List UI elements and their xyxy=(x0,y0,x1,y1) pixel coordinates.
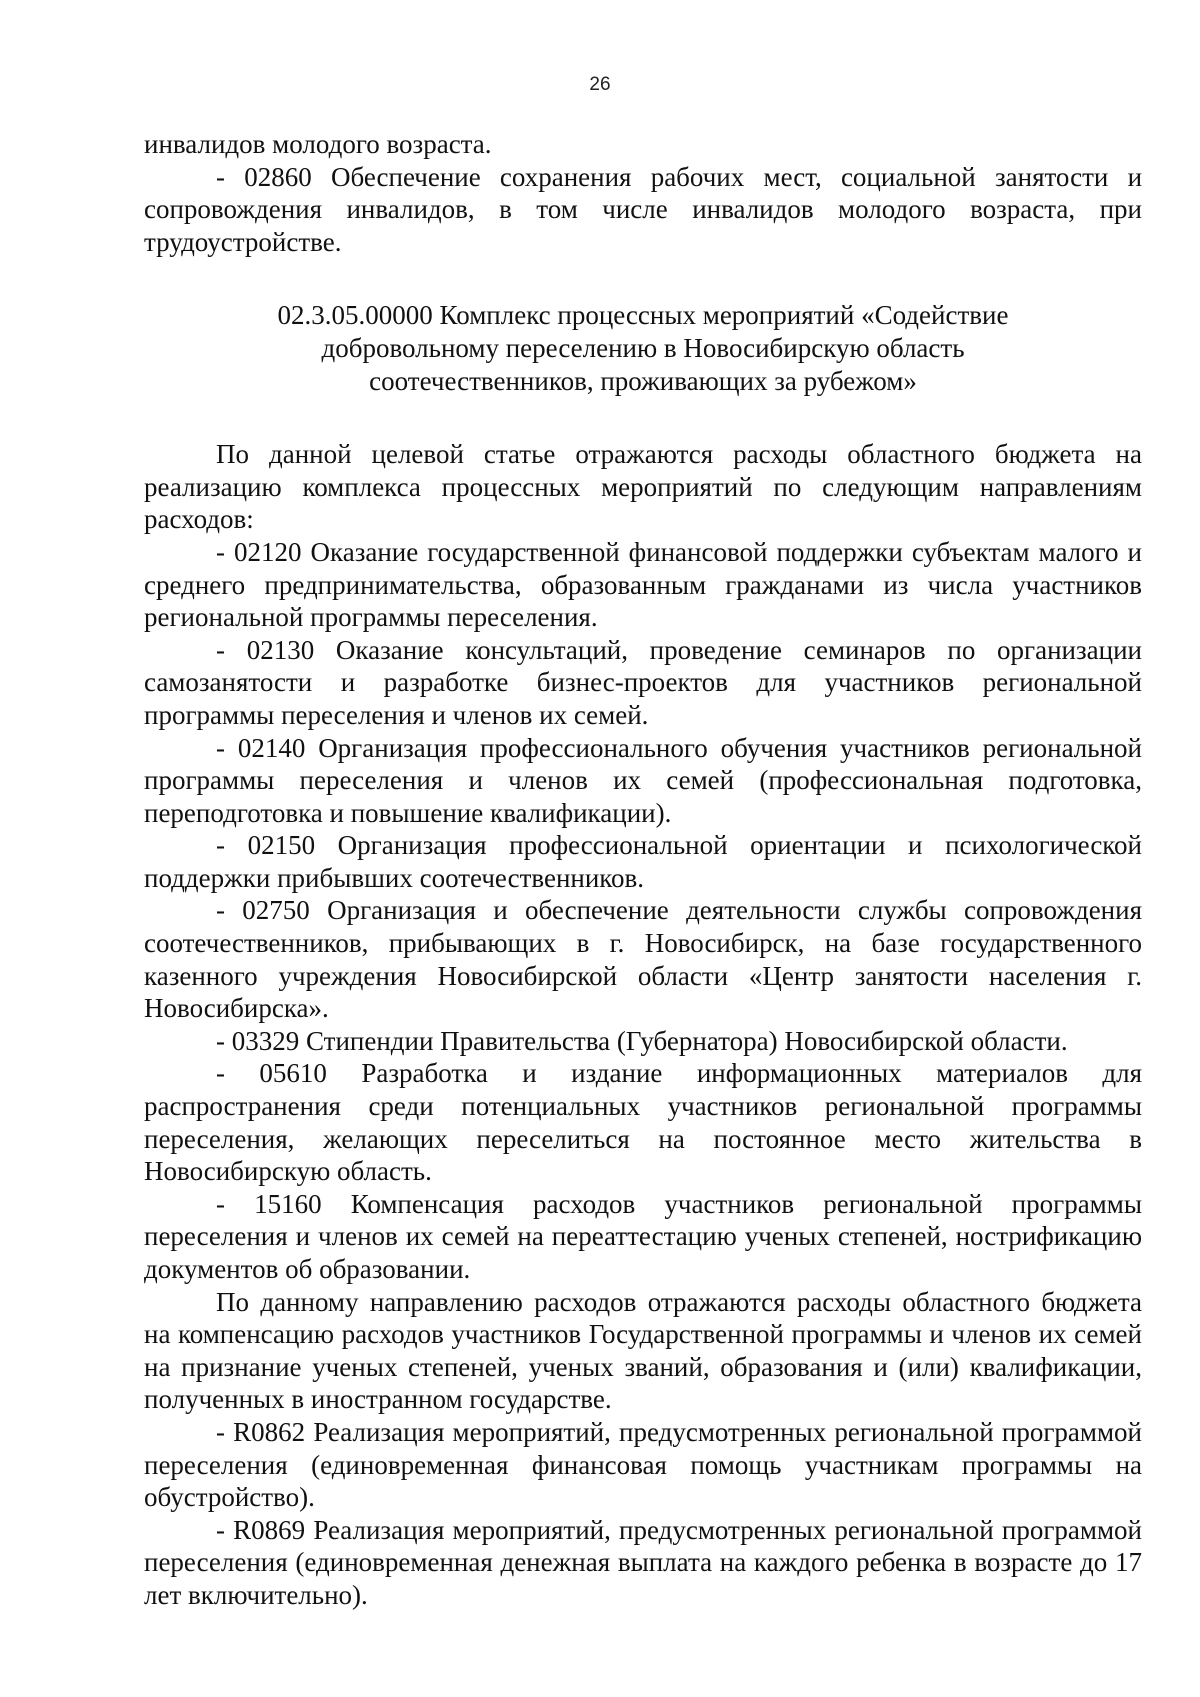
expense-item-r0869 xyxy=(144,1514,1142,1612)
expense-item-02120 xyxy=(144,536,1142,634)
expense-description: Компенсация расходов участников региональной программы переселения и членов их семей на переаттестацию ученых степеней, нострификацию документов об образовании. xyxy=(144,1188,1142,1284)
expense-description: Организация профессионального обучения участников региональной программы переселения и членов их семей (профессиональная подготовка, переподготовка и повышение квалификации). xyxy=(144,732,1142,828)
paragraph-continuation: инвалидов молодого возраста. xyxy=(144,129,492,159)
expense-description: Организация профессиональной ориентации и психологической поддержки прибывших соотечественников. xyxy=(144,830,1143,893)
expense-item-r0862 xyxy=(144,1416,1142,1514)
expense-code: - 02750 xyxy=(216,895,310,926)
expense-description: Реализация мероприятий, предусмотренных региональной программой переселения (единовременная денежная выплата на каждого ребенка в возрасте до 17 лет включительно). xyxy=(144,1514,1143,1610)
document-body xyxy=(144,128,1142,1612)
expense-code: - 02120 xyxy=(216,536,302,567)
expense-code: - 05610 xyxy=(216,1058,327,1089)
expense-code: - 02130 xyxy=(216,634,315,665)
expense-description: Оказание государственной финансовой поддержки субъектам малого и среднего предпринимательства, образованным гражданами из числа участников региональной программы переселения. xyxy=(144,536,1143,633)
expense-description: Организация и обеспечение деятельности службы сопровождения соотечественников, прибывающих в г. Новосибирск, на базе государственного казенного учреждения Новосибирской области «Центр занятости населения г. Новосибирска». xyxy=(144,895,1143,1024)
expense-description: Разработка и издание информационных материалов для распространения среди потенциальных участников региональной программы переселения, желающих переселиться на постоянное место жительства в Новосибирскую область. xyxy=(144,1058,1142,1187)
expense-note-paragraph: По данному направлению расходов отражаются расходы областного бюджета на компенсацию расходов участников Государственной программы и членов их семей на признание ученых степеней, ученых званий, образования и (или) квалификации, полученных в иностранном государстве. xyxy=(144,1286,1142,1415)
expense-code: - 03329 xyxy=(216,1025,300,1056)
section-heading: 02.3.05.00000 Комплекс процессных мероприятий «Содействие добровольному переселению в Новосибирскую область соотечественников, проживающих за рубежом» xyxy=(277,300,1009,396)
expense-item-02150 xyxy=(144,829,1142,894)
expense-code: - 02860 xyxy=(216,161,312,192)
expense-item-02140 xyxy=(144,732,1142,830)
expense-description: Оказание консультаций, проведение семинаров по организации самозанятости и разработке бизнес-проектов для участников региональной программы переселения и членов их семей. xyxy=(144,634,1142,730)
expense-description: Обеспечение сохранения рабочих мест, социальной занятости и сопровождения инвалидов, в том числе инвалидов молодого возраста, при трудоустройстве. xyxy=(144,161,1143,257)
expense-description: Стипендии Правительства (Губернатора) Новосибирской области. xyxy=(306,1025,1068,1056)
expense-item-02750 xyxy=(144,894,1142,1024)
expense-item-15160 xyxy=(144,1188,1142,1286)
expense-code: - R0869 xyxy=(216,1514,306,1545)
expense-description: Реализация мероприятий, предусмотренных региональной программой переселения (единовременная финансовая помощь участникам программы на обустройство). xyxy=(144,1416,1143,1513)
expense-code: - 02150 xyxy=(216,830,316,861)
expense-item-05610 xyxy=(144,1057,1142,1187)
expense-code: - 02140 xyxy=(216,732,306,763)
expense-code: - 15160 xyxy=(216,1188,322,1219)
expense-code: - R0862 xyxy=(216,1416,306,1447)
expense-item-03329 xyxy=(144,1025,1142,1058)
expense-item-02860 xyxy=(144,161,1142,259)
section-lead-paragraph: По данной целевой статье отражаются расходы областного бюджета на реализацию комплекса процессных мероприятий по следующим направлениям расходов: xyxy=(144,439,1142,535)
page-number: 26 xyxy=(589,74,611,95)
expense-item-02130 xyxy=(144,634,1142,732)
